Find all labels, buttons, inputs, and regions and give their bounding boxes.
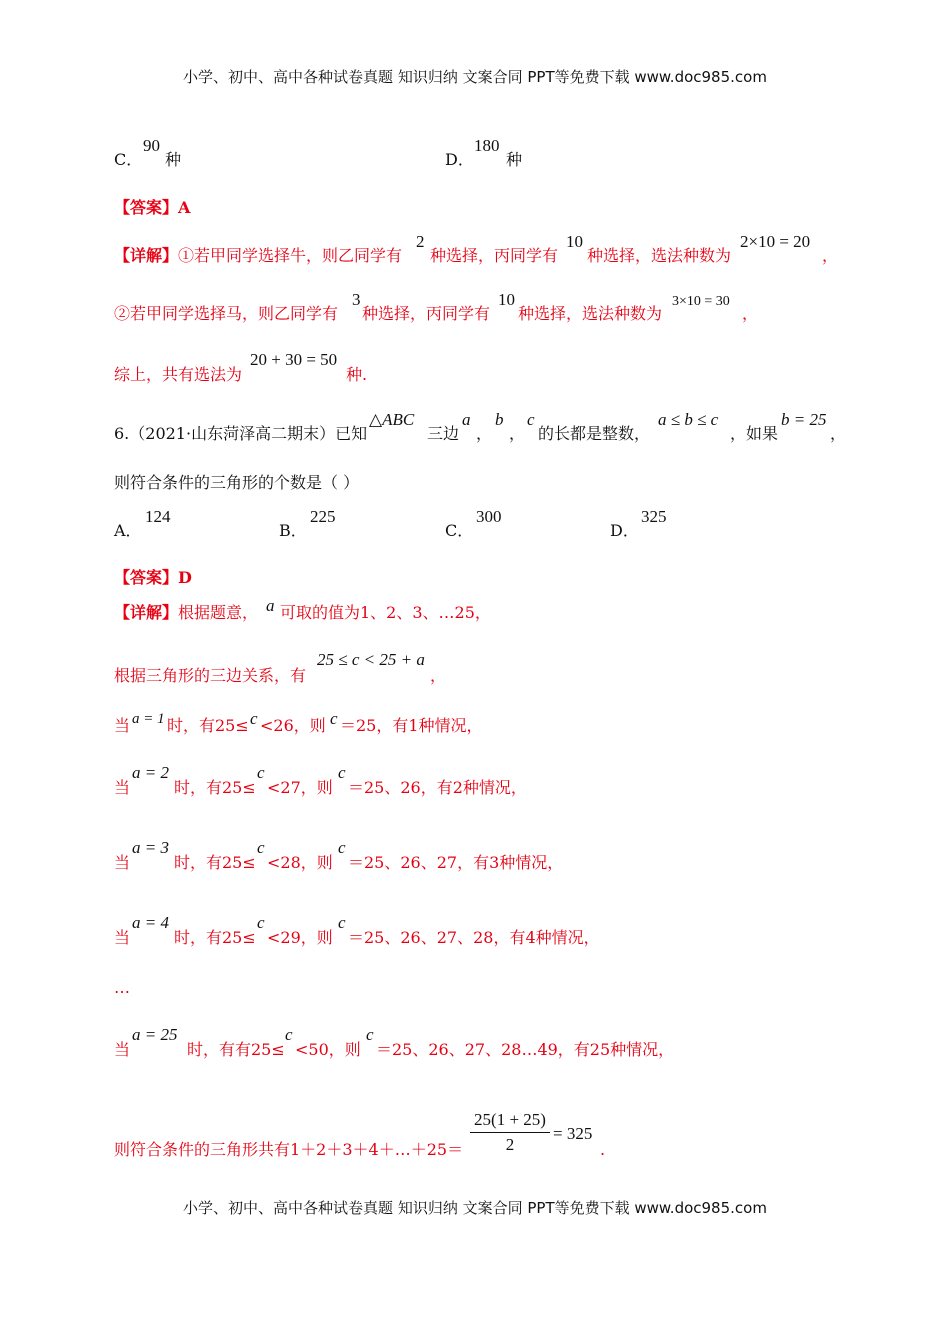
case-3-cond: a = 3 — [132, 838, 169, 857]
text: 时，有25≤ — [167, 716, 249, 735]
option-c-unit: 种 — [165, 150, 182, 169]
math-value: 3 — [352, 290, 361, 309]
text: . — [600, 1140, 606, 1159]
text: ＝25、26，有2种情况， — [348, 778, 527, 797]
var-c: c — [257, 763, 265, 782]
case-25-cond: a = 25 — [132, 1025, 178, 1044]
text: 根据题意， — [178, 603, 259, 622]
question-6-stem: 6.（2021·山东菏泽高二期末）已知 — [114, 424, 368, 443]
case-25-pre: 当 — [114, 1040, 131, 1059]
case-2-cond: a = 2 — [132, 763, 169, 782]
math-value: 10 — [498, 290, 515, 309]
text: 时，有25≤ — [174, 853, 256, 872]
answer-6-tag: 【答案】D — [114, 568, 192, 587]
detail-tag: 【详解】 — [114, 246, 179, 265]
text: ， — [476, 424, 493, 443]
option-b-label: B． — [279, 521, 307, 540]
triangle-abc: △ABC — [369, 410, 415, 429]
option-a-label: A． — [114, 521, 142, 540]
text: 三边 — [427, 424, 460, 443]
option-d-label: D． — [610, 521, 639, 540]
option-c-value: 300 — [476, 507, 502, 526]
text: 种选择，丙同学有 — [362, 304, 491, 323]
math-equation: 2×10 = 20 — [740, 232, 811, 251]
text: ， — [430, 666, 447, 685]
question-6-line-2: 则符合条件的三角形的个数是（ ） — [114, 473, 360, 492]
text: <28，则 — [267, 853, 333, 872]
text: 时，有有25≤ — [187, 1040, 285, 1059]
option-d-value: 325 — [641, 507, 667, 526]
inequality: 25 ≤ c < 25 + a — [317, 650, 425, 669]
case-1-cond: a = 1 — [132, 711, 165, 727]
text: ＝25、26、27、28…49，有25种情况， — [376, 1040, 675, 1059]
fraction-numerator: 25(1 + 25) — [474, 1110, 546, 1129]
text: ， — [742, 304, 759, 323]
var-c: c — [257, 913, 265, 932]
page-footer: 小学、初中、高中各种试卷真题 知识归纳 文案合同 PPT等免费下载 www.doc985.com — [183, 1199, 767, 1217]
case-4-cond: a = 4 — [132, 913, 169, 932]
var-a: a — [266, 596, 275, 615]
text: ＝25、26、27，有3种情况， — [348, 853, 564, 872]
fraction — [470, 1110, 550, 1155]
option-d-unit: 种 — [506, 150, 523, 169]
text: 种选择，丙同学有 — [430, 246, 559, 265]
inequality: a ≤ b ≤ c — [658, 410, 719, 429]
math-value: 10 — [566, 232, 583, 251]
var-c: c — [527, 410, 535, 429]
var-c: c — [285, 1025, 293, 1044]
text: 种选择，选法种数为 — [518, 304, 663, 323]
case-1-pre: 当 — [114, 716, 131, 735]
text: <27，则 — [267, 778, 333, 797]
option-c-value: 90 — [143, 136, 160, 155]
text: 可取的值为1、2、3、…25， — [280, 603, 491, 622]
var-c: c — [250, 709, 258, 728]
option-c-label: C． — [114, 150, 143, 169]
option-b-value: 225 — [310, 507, 336, 526]
text: <50，则 — [295, 1040, 361, 1059]
fraction-denominator: 2 — [505, 1135, 515, 1154]
final-result: = 325 — [553, 1124, 593, 1143]
fraction-bar — [470, 1132, 550, 1133]
text: 的长都是整数， — [538, 424, 651, 443]
prev-detail-line-3: 综上，共有选法为 — [114, 365, 243, 384]
text: ，如果 — [730, 424, 779, 443]
text: ， — [509, 424, 526, 443]
text: 时，有25≤ — [174, 778, 256, 797]
b-equals: b = 25 — [781, 410, 827, 429]
math-value: 2 — [416, 232, 425, 251]
text: 种选择，选法种数为 — [587, 246, 732, 265]
text: ＝25、26、27、28，有4种情况， — [348, 928, 600, 947]
ellipsis: … — [114, 978, 130, 997]
page-header: 小学、初中、高中各种试卷真题 知识归纳 文案合同 PPT等免费下载 www.doc985.com — [183, 68, 767, 86]
var-c: c — [338, 763, 346, 782]
case-4-pre: 当 — [114, 928, 131, 947]
option-d-label: D． — [445, 150, 474, 169]
var-c: c — [366, 1025, 374, 1044]
answer-6-detail-2: 根据三角形的三边关系，有 — [114, 666, 307, 685]
var-c: c — [338, 838, 346, 857]
text: ， — [822, 246, 839, 265]
answer-6-detail-1 — [114, 603, 258, 623]
option-c-label: C． — [445, 521, 474, 540]
text: ＝25，有1种情况， — [340, 716, 483, 735]
detail-tag: 【详解】 — [114, 603, 179, 622]
final-sum-text: 则符合条件的三角形共有1＋2＋3＋4＋…＋25＝ — [114, 1140, 464, 1159]
prev-answer-tag: 【答案】A — [114, 198, 191, 217]
var-c: c — [257, 838, 265, 857]
text: 种. — [346, 365, 368, 384]
option-a-value: 124 — [145, 507, 171, 526]
option-d-value: 180 — [474, 136, 500, 155]
var-c: c — [330, 709, 338, 728]
case-2-pre: 当 — [114, 778, 131, 797]
prev-detail-line-2: ②若甲同学选择马，则乙同学有 — [114, 304, 339, 323]
prev-detail-line-1 — [114, 246, 402, 266]
var-b: b — [495, 410, 504, 429]
var-a: a — [462, 410, 471, 429]
text: 时，有25≤ — [174, 928, 256, 947]
text: <26，则 — [260, 716, 326, 735]
text: ， — [830, 424, 847, 443]
math-equation: 3×10 = 30 — [672, 294, 730, 309]
text: <29，则 — [267, 928, 333, 947]
var-c: c — [338, 913, 346, 932]
text: ①若甲同学选择牛，则乙同学有 — [178, 246, 403, 265]
case-3-pre: 当 — [114, 853, 131, 872]
math-equation: 20 + 30 = 50 — [250, 350, 338, 369]
